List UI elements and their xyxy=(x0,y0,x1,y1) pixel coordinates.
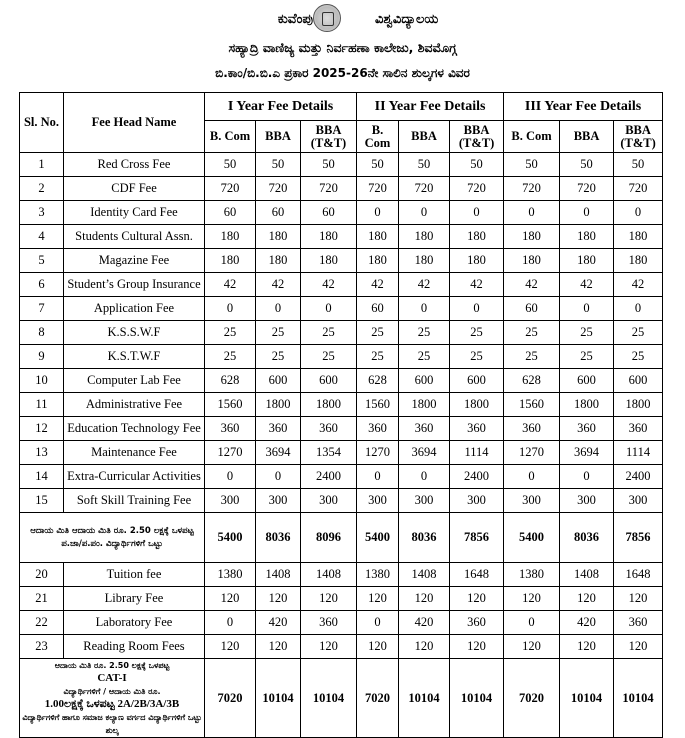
row-fee-value: 300 xyxy=(301,489,357,513)
subtotal-value: 7020 xyxy=(357,659,399,738)
row-fee-head: Application Fee xyxy=(64,297,205,321)
row-fee-value: 360 xyxy=(256,417,301,441)
row-sl-no: 9 xyxy=(20,345,64,369)
row-fee-value: 120 xyxy=(504,635,560,659)
row-fee-value: 720 xyxy=(504,177,560,201)
table-row xyxy=(20,153,663,177)
table-row xyxy=(20,563,663,587)
row-fee-value: 50 xyxy=(205,153,256,177)
row-fee-head: Reading Room Fees xyxy=(64,635,205,659)
row-fee-value: 1560 xyxy=(205,393,256,417)
table-row xyxy=(20,321,663,345)
row-fee-value: 360 xyxy=(205,417,256,441)
row-fee-value: 60 xyxy=(256,201,301,225)
row-fee-value: 50 xyxy=(256,153,301,177)
row-sl-no: 10 xyxy=(20,369,64,393)
table-row xyxy=(20,587,663,611)
row-fee-value: 180 xyxy=(399,225,450,249)
row-fee-value: 360 xyxy=(301,417,357,441)
row-fee-value: 360 xyxy=(450,611,504,635)
row-fee-value: 1648 xyxy=(614,563,663,587)
row-fee-value: 120 xyxy=(560,635,614,659)
row-fee-value: 180 xyxy=(256,225,301,249)
row-fee-value: 360 xyxy=(357,417,399,441)
row-fee-value: 25 xyxy=(205,321,256,345)
row-fee-value: 25 xyxy=(614,321,663,345)
row-fee-value: 120 xyxy=(399,587,450,611)
row-fee-value: 2400 xyxy=(301,465,357,489)
row-fee-value: 420 xyxy=(399,611,450,635)
row-fee-value: 720 xyxy=(614,177,663,201)
row-fee-head: Magazine Fee xyxy=(64,249,205,273)
row-fee-value: 0 xyxy=(504,465,560,489)
row-fee-value: 25 xyxy=(504,345,560,369)
row-fee-value: 42 xyxy=(614,273,663,297)
table-row xyxy=(20,369,663,393)
subheader-bba: BBA xyxy=(399,121,450,153)
table-row xyxy=(20,441,663,465)
row-fee-value: 50 xyxy=(504,153,560,177)
row-fee-value: 1380 xyxy=(357,563,399,587)
row-fee-value: 360 xyxy=(399,417,450,441)
row-fee-value: 180 xyxy=(256,249,301,273)
row-fee-value: 50 xyxy=(560,153,614,177)
row-fee-head: Students Cultural Assn. xyxy=(64,225,205,249)
header-fee-head: Fee Head Name xyxy=(64,93,205,153)
subtotal-value: 10104 xyxy=(614,659,663,738)
row-fee-value: 0 xyxy=(256,297,301,321)
table-row xyxy=(20,393,663,417)
row-fee-head: Extra-Curricular Activities xyxy=(64,465,205,489)
row-fee-value: 628 xyxy=(357,369,399,393)
row-fee-head: Red Cross Fee xyxy=(64,153,205,177)
row-fee-value: 300 xyxy=(205,489,256,513)
row-fee-value: 180 xyxy=(614,225,663,249)
subheader-bcom: B. Com xyxy=(205,121,256,153)
row-fee-value: 180 xyxy=(205,249,256,273)
row-sl-no: 14 xyxy=(20,465,64,489)
row-fee-value: 720 xyxy=(450,177,504,201)
header-year-2: II Year Fee Details xyxy=(357,93,504,121)
row-fee-value: 720 xyxy=(205,177,256,201)
row-fee-head: Maintenance Fee xyxy=(64,441,205,465)
table-row xyxy=(20,345,663,369)
row-fee-value: 1408 xyxy=(560,563,614,587)
row-sl-no: 1 xyxy=(20,153,64,177)
row-fee-value: 628 xyxy=(504,369,560,393)
row-fee-head: Tuition fee xyxy=(64,563,205,587)
header-year-3: III Year Fee Details xyxy=(504,93,663,121)
row-fee-value: 0 xyxy=(614,297,663,321)
row-fee-value: 25 xyxy=(504,321,560,345)
row-sl-no: 6 xyxy=(20,273,64,297)
row-fee-value: 3694 xyxy=(256,441,301,465)
row-fee-value: 720 xyxy=(357,177,399,201)
row-sl-no: 5 xyxy=(20,249,64,273)
row-fee-head: Laboratory Fee xyxy=(64,611,205,635)
row-fee-value: 0 xyxy=(205,611,256,635)
row-fee-value: 25 xyxy=(399,321,450,345)
row-fee-value: 300 xyxy=(256,489,301,513)
row-fee-value: 120 xyxy=(357,635,399,659)
subheader-bba-tt: BBA (T&T) xyxy=(450,121,504,153)
row-fee-value: 25 xyxy=(301,345,357,369)
row-fee-value: 360 xyxy=(301,611,357,635)
row-fee-value: 25 xyxy=(450,321,504,345)
row-fee-value: 120 xyxy=(256,635,301,659)
row-fee-value: 1114 xyxy=(450,441,504,465)
row-fee-value: 42 xyxy=(256,273,301,297)
row-fee-value: 120 xyxy=(450,635,504,659)
row-fee-value: 600 xyxy=(560,369,614,393)
row-fee-value: 2400 xyxy=(450,465,504,489)
row-fee-value: 1800 xyxy=(560,393,614,417)
row-fee-head: Computer Lab Fee xyxy=(64,369,205,393)
table-row xyxy=(20,635,663,659)
subtotal-label xyxy=(20,659,205,738)
row-fee-value: 180 xyxy=(357,225,399,249)
row-fee-value: 180 xyxy=(357,249,399,273)
subtotal-value: 5400 xyxy=(205,513,256,563)
row-fee-value: 0 xyxy=(560,201,614,225)
row-fee-value: 360 xyxy=(560,417,614,441)
table-row xyxy=(20,249,663,273)
subheader-bba-tt: BBA (T&T) xyxy=(614,121,663,153)
table-header-row xyxy=(20,93,663,121)
row-fee-value: 60 xyxy=(504,297,560,321)
row-fee-value: 25 xyxy=(614,345,663,369)
row-fee-value: 180 xyxy=(450,225,504,249)
header-year-1: I Year Fee Details xyxy=(205,93,357,121)
table-row xyxy=(20,273,663,297)
subtotal-value: 8036 xyxy=(399,513,450,563)
row-fee-value: 1800 xyxy=(301,393,357,417)
row-fee-value: 180 xyxy=(301,249,357,273)
row-fee-value: 1800 xyxy=(614,393,663,417)
row-fee-value: 25 xyxy=(256,345,301,369)
subtotal-value: 7020 xyxy=(504,659,560,738)
table-row xyxy=(20,225,663,249)
document-subtitle: ಬಿ.ಕಾಂ/ಬಿ.ಬಿ.ಎ ಪ್ರಕಾರ 2025-26ನೇ ಸಾಲಿನ ಶುಲ್ಕಗಳ ವಿವರ xyxy=(215,66,470,80)
row-sl-no: 8 xyxy=(20,321,64,345)
row-sl-no: 23 xyxy=(20,635,64,659)
row-fee-value: 0 xyxy=(450,297,504,321)
row-fee-value: 600 xyxy=(450,369,504,393)
row-fee-value: 120 xyxy=(614,587,663,611)
row-fee-value: 50 xyxy=(450,153,504,177)
table-row xyxy=(20,177,663,201)
row-fee-value: 1800 xyxy=(450,393,504,417)
row-fee-value: 42 xyxy=(399,273,450,297)
row-fee-value: 0 xyxy=(205,297,256,321)
row-fee-value: 25 xyxy=(205,345,256,369)
row-fee-value: 420 xyxy=(560,611,614,635)
row-sl-no: 3 xyxy=(20,201,64,225)
row-fee-value: 300 xyxy=(357,489,399,513)
subtotal-label: ಆದಾಯ ಮಿತಿ ಆದಾಯ ಮಿತಿ ರೂ. 2.50 ಲಕ್ಷಕ್ಕೆ ಒಳಪಟ್ಟ ಪ.ಜಾ/ಪ.ಪಂ. ವಿದ್ಯಾರ್ಥಿಗಳಿಗೆ ಒಟ್ಟು xyxy=(20,513,205,563)
subtotal-value: 8036 xyxy=(560,513,614,563)
row-sl-no: 22 xyxy=(20,611,64,635)
table-row xyxy=(20,201,663,225)
row-fee-value: 25 xyxy=(560,321,614,345)
subtotal-label-line: 1.00ಲಕ್ಷಕ್ಕೆ ಒಳಪಟ್ಟ 2A/2B/3A/3B xyxy=(44,698,180,710)
row-fee-value: 25 xyxy=(399,345,450,369)
row-fee-value: 42 xyxy=(560,273,614,297)
row-fee-value: 120 xyxy=(301,587,357,611)
subheader-bba: BBA xyxy=(256,121,301,153)
row-fee-head: CDF Fee xyxy=(64,177,205,201)
subtotal-row-cat1 xyxy=(20,659,663,738)
row-sl-no: 15 xyxy=(20,489,64,513)
row-fee-value: 300 xyxy=(399,489,450,513)
row-fee-value: 120 xyxy=(205,635,256,659)
subtotal-value: 10104 xyxy=(256,659,301,738)
row-sl-no: 11 xyxy=(20,393,64,417)
row-fee-value: 50 xyxy=(614,153,663,177)
row-sl-no: 12 xyxy=(20,417,64,441)
row-fee-value: 1648 xyxy=(450,563,504,587)
row-fee-value: 50 xyxy=(301,153,357,177)
row-fee-value: 720 xyxy=(256,177,301,201)
row-fee-value: 1380 xyxy=(205,563,256,587)
subtotal-value: 8096 xyxy=(301,513,357,563)
row-sl-no: 7 xyxy=(20,297,64,321)
subtotal-label-line: ಆದಾಯ ಮಿತಿ ರೂ. 2.50 ಲಕ್ಷಕ್ಕೆ ಒಳಪಟ್ಟ xyxy=(54,661,170,670)
row-fee-value: 180 xyxy=(205,225,256,249)
subtotal-label-line: ವಿದ್ಯಾರ್ಥಿಗಳಿಗೆ ಹಾಗೂ ಸಮಾಜ ಕಲ್ಯಾಣ ವರ್ಗದ ವಿದ್ಯಾರ್ಥಿಗಳಿಗೆ ಒಟ್ಟು ಶುಲ್ಕ xyxy=(22,713,202,735)
row-fee-value: 300 xyxy=(504,489,560,513)
row-fee-value: 0 xyxy=(357,611,399,635)
subtotal-label-line: ವಿದ್ಯಾರ್ಥಿಗಳಿಗೆ / ಆದಾಯ ಮಿತಿ ರೂ. xyxy=(63,687,161,696)
row-fee-value: 600 xyxy=(256,369,301,393)
row-fee-value: 25 xyxy=(357,321,399,345)
row-fee-value: 0 xyxy=(256,465,301,489)
row-fee-value: 1800 xyxy=(256,393,301,417)
row-fee-value: 420 xyxy=(256,611,301,635)
row-fee-value: 120 xyxy=(560,587,614,611)
row-fee-value: 42 xyxy=(301,273,357,297)
row-fee-value: 42 xyxy=(450,273,504,297)
subtotal-value: 10104 xyxy=(301,659,357,738)
subtotal-value: 7856 xyxy=(450,513,504,563)
row-fee-head: K.S.S.W.F xyxy=(64,321,205,345)
row-fee-value: 628 xyxy=(205,369,256,393)
document-header xyxy=(0,0,685,92)
row-fee-value: 25 xyxy=(357,345,399,369)
row-fee-value: 2400 xyxy=(614,465,663,489)
row-fee-value: 1800 xyxy=(399,393,450,417)
row-fee-value: 1408 xyxy=(399,563,450,587)
row-fee-value: 25 xyxy=(256,321,301,345)
row-fee-value: 60 xyxy=(301,201,357,225)
row-fee-value: 0 xyxy=(614,201,663,225)
row-fee-value: 1560 xyxy=(504,393,560,417)
row-fee-value: 0 xyxy=(560,297,614,321)
table-row xyxy=(20,417,663,441)
row-fee-value: 0 xyxy=(450,201,504,225)
row-fee-value: 360 xyxy=(450,417,504,441)
row-fee-value: 50 xyxy=(399,153,450,177)
row-fee-value: 25 xyxy=(301,321,357,345)
row-fee-value: 180 xyxy=(504,249,560,273)
row-fee-value: 42 xyxy=(504,273,560,297)
row-fee-value: 50 xyxy=(357,153,399,177)
row-fee-value: 1270 xyxy=(504,441,560,465)
row-fee-value: 300 xyxy=(450,489,504,513)
row-fee-value: 1408 xyxy=(301,563,357,587)
row-fee-value: 120 xyxy=(399,635,450,659)
row-fee-value: 180 xyxy=(399,249,450,273)
table-row xyxy=(20,465,663,489)
row-fee-value: 25 xyxy=(450,345,504,369)
row-fee-head: Administrative Fee xyxy=(64,393,205,417)
row-fee-value: 60 xyxy=(205,201,256,225)
subheader-bba: BBA xyxy=(560,121,614,153)
subheader-bba-tt: BBA (T&T) xyxy=(301,121,357,153)
subtotal-value: 10104 xyxy=(399,659,450,738)
subheader-bcom: B. Com xyxy=(357,121,399,153)
row-fee-value: 1560 xyxy=(357,393,399,417)
subtotal-value: 8036 xyxy=(256,513,301,563)
row-fee-value: 120 xyxy=(357,587,399,611)
subtotal-value: 5400 xyxy=(504,513,560,563)
row-fee-value: 0 xyxy=(399,201,450,225)
row-fee-value: 0 xyxy=(399,465,450,489)
row-fee-value: 180 xyxy=(301,225,357,249)
subtotal-label-line: CAT-I xyxy=(97,672,127,684)
row-sl-no: 20 xyxy=(20,563,64,587)
row-fee-value: 120 xyxy=(504,587,560,611)
row-fee-value: 1354 xyxy=(301,441,357,465)
subtotal-value: 10104 xyxy=(560,659,614,738)
row-fee-value: 720 xyxy=(560,177,614,201)
subtotal-value: 7856 xyxy=(614,513,663,563)
row-fee-value: 600 xyxy=(399,369,450,393)
row-fee-head: Education Technology Fee xyxy=(64,417,205,441)
row-fee-value: 60 xyxy=(357,297,399,321)
subtotal-row-sc-st xyxy=(20,513,663,563)
row-fee-head: Soft Skill Training Fee xyxy=(64,489,205,513)
row-fee-value: 25 xyxy=(560,345,614,369)
row-fee-value: 180 xyxy=(614,249,663,273)
fee-table xyxy=(19,92,663,738)
row-fee-value: 360 xyxy=(614,611,663,635)
table-row xyxy=(20,611,663,635)
row-fee-value: 180 xyxy=(560,249,614,273)
row-fee-value: 600 xyxy=(614,369,663,393)
row-fee-value: 3694 xyxy=(560,441,614,465)
row-fee-value: 120 xyxy=(450,587,504,611)
row-fee-value: 120 xyxy=(256,587,301,611)
row-fee-value: 120 xyxy=(614,635,663,659)
row-fee-value: 1270 xyxy=(357,441,399,465)
table-row xyxy=(20,489,663,513)
row-fee-value: 42 xyxy=(357,273,399,297)
row-fee-value: 0 xyxy=(357,465,399,489)
row-fee-value: 0 xyxy=(357,201,399,225)
row-fee-value: 0 xyxy=(504,611,560,635)
row-fee-value: 1380 xyxy=(504,563,560,587)
row-fee-value: 180 xyxy=(504,225,560,249)
row-fee-head: Identity Card Fee xyxy=(64,201,205,225)
row-fee-value: 120 xyxy=(205,587,256,611)
row-fee-head: Library Fee xyxy=(64,587,205,611)
row-sl-no: 2 xyxy=(20,177,64,201)
table-row xyxy=(20,297,663,321)
row-sl-no: 13 xyxy=(20,441,64,465)
subtotal-value: 7020 xyxy=(205,659,256,738)
college-name: ಸಹ್ಯಾದ್ರಿ ವಾಣಿಜ್ಯ ಮತ್ತು ನಿರ್ವಹಣಾ ಕಾಲೇಜು, ಶಿವಮೊಗ್ಗ xyxy=(228,40,457,55)
row-fee-value: 0 xyxy=(399,297,450,321)
row-fee-value: 1408 xyxy=(256,563,301,587)
row-fee-value: 360 xyxy=(504,417,560,441)
row-fee-value: 0 xyxy=(301,297,357,321)
row-fee-value: 180 xyxy=(560,225,614,249)
row-fee-value: 300 xyxy=(560,489,614,513)
row-fee-value: 720 xyxy=(399,177,450,201)
row-fee-value: 600 xyxy=(301,369,357,393)
university-logo-icon xyxy=(313,4,341,32)
row-sl-no: 4 xyxy=(20,225,64,249)
row-fee-value: 3694 xyxy=(399,441,450,465)
row-fee-value: 300 xyxy=(614,489,663,513)
row-fee-value: 180 xyxy=(450,249,504,273)
row-fee-value: 360 xyxy=(614,417,663,441)
row-fee-head: K.S.T.W.F xyxy=(64,345,205,369)
subtotal-value: 5400 xyxy=(357,513,399,563)
subtotal-value: 10104 xyxy=(450,659,504,738)
header-sl-no: Sl. No. xyxy=(20,93,64,153)
row-fee-value: 720 xyxy=(301,177,357,201)
row-sl-no: 21 xyxy=(20,587,64,611)
row-fee-value: 0 xyxy=(560,465,614,489)
row-fee-head: Student’s Group Insurance xyxy=(64,273,205,297)
row-fee-value: 42 xyxy=(205,273,256,297)
row-fee-value: 0 xyxy=(504,201,560,225)
row-fee-value: 0 xyxy=(205,465,256,489)
row-fee-value: 1270 xyxy=(205,441,256,465)
row-fee-value: 1114 xyxy=(614,441,663,465)
row-fee-value: 120 xyxy=(301,635,357,659)
university-name-left: ಕುವೆಂಪು xyxy=(277,12,313,27)
university-name-right: ವಿಶ್ವವಿದ್ಯಾಲಯ xyxy=(375,12,439,27)
subheader-bcom: B. Com xyxy=(504,121,560,153)
